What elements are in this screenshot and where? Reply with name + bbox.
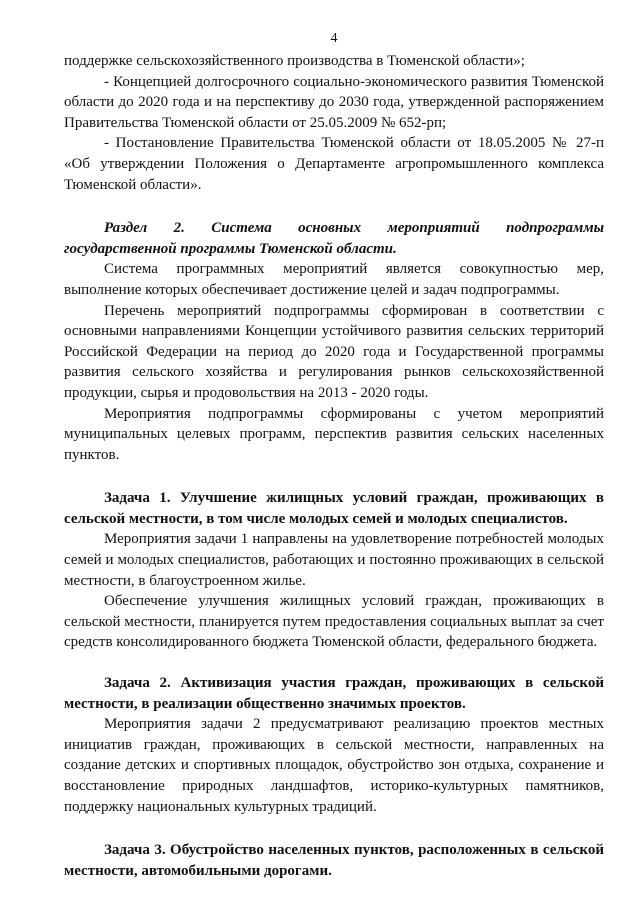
- paragraph-support: поддержке сельскохозяйственного производства в Тюменской области»;: [64, 53, 525, 69]
- paragraph-measures: Мероприятия подпрограммы сформированы с учетом мероприятий муниципальных целевых программ, перспектив развития сельских населенных пунктов.: [64, 405, 604, 463]
- paragraph-resolution: - Постановление Правительства Тюменской области от 18.05.2005 № 27-п «Об утверждении Положения о Департаменте агропромышленного комплекса Тюменской области».: [64, 135, 604, 193]
- paragraph-concept: - Концепцией долгосрочного социально-экономического развития Тюменской области до 2020 года и на перспективу до 2030 года, утвержденной распоряжением Правительства Тюменской области от 25.05.2009 № 652-рп;: [64, 73, 604, 131]
- page-number: 4: [330, 31, 338, 46]
- task-2-heading: Задача 2. Активизация участия граждан, проживающих в сельской местности, в реализации общественно значимых проектов.: [64, 675, 604, 712]
- paragraph-list: Перечень мероприятий подпрограммы сформирован в соответствии с основными направлениями Концепции устойчивого развития сельских территорий Российской Федерации на период до 2020 года и Государственной программы развития сельского хозяйства и регулирования рынков сельскохозяйственной продукции, сырья и продовольствия на 2013 - 2020 годы.: [64, 302, 604, 401]
- paragraph-task1-provision: Обеспечение улучшения жилищных условий граждан, проживающих в сельской местности, планируется путем предоставления социальных выплат за счет средств консолидированного бюджета Тюменской области, федерального бюджета.: [64, 593, 604, 651]
- paragraph-task1-measures: Мероприятия задачи 1 направлены на удовлетворение потребностей молодых семей и молодых специалистов, работающих и постоянно проживающих в сельской местности, в благоустроенном жилье.: [64, 531, 604, 589]
- paragraph-system: Система программных мероприятий является совокупностью мер, выполнение которых обеспечивает достижение целей и задач подпрограммы.: [64, 261, 604, 298]
- task-1-heading: Задача 1. Улучшение жилищных условий граждан, проживающих в сельской местности, в том числе молодых семей и молодых специалистов.: [64, 490, 604, 527]
- task-3-heading: Задача 3. Обустройство населенных пунктов, расположенных в сельской местности, автомобильными дорогами.: [64, 842, 604, 879]
- paragraph-task2-measures: Мероприятия задачи 2 предусматривают реализацию проектов местных инициатив граждан, проживающих в сельской местности, направленных на создание детских и спортивных площадок, обустройство зон отдыха, сохранение и восстановление природных ландшафтов, историко-культурных памятников, поддержку национальных культурных традиций.: [64, 716, 604, 815]
- section-2-heading-line2: государственной программы Тюменской области.: [64, 240, 397, 257]
- section-2-heading-line1: Раздел 2. Система основных мероприятий подпрограммы: [104, 220, 604, 237]
